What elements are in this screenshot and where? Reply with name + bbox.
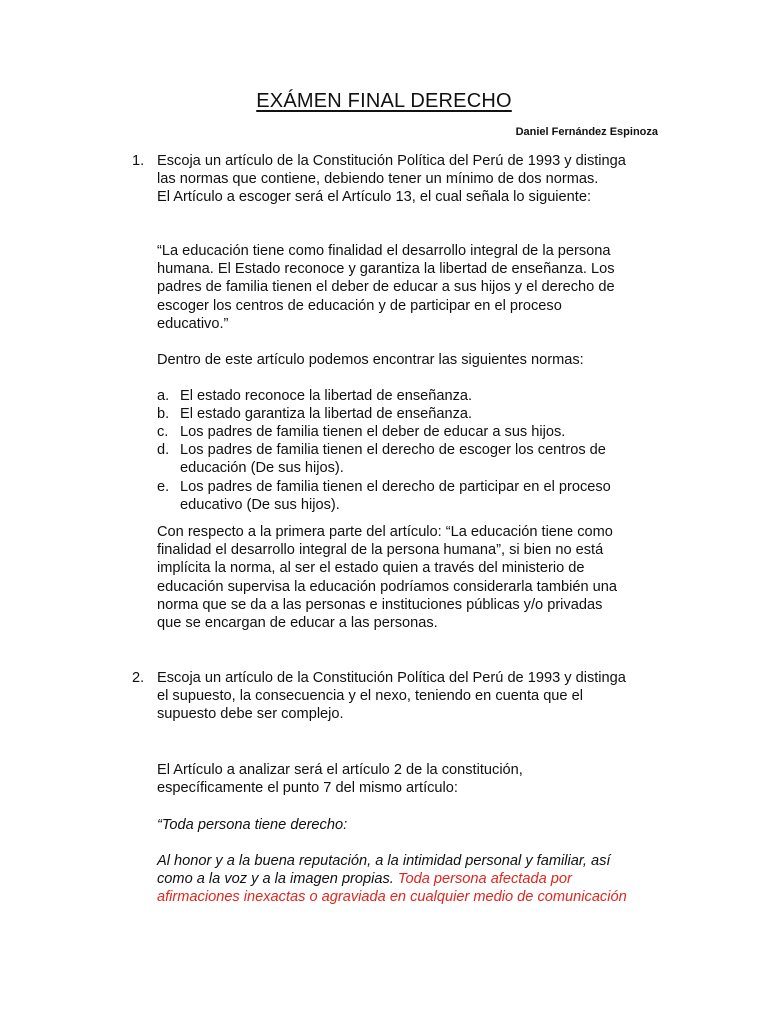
list-item-text: El estado garantiza la libertad de enseñanza. bbox=[180, 406, 473, 422]
question-2-line: el supuesto, la consecuencia y el nexo, teniendo en cuenta que el bbox=[157, 688, 583, 705]
quote-line: Al honor y a la buena reputación, a la intimidad personal y familiar, así bbox=[157, 853, 611, 869]
closing-line: Con respecto a la primera parte del artículo: “La educación tiene como bbox=[157, 524, 613, 540]
quote-line: humana. El Estado reconoce y garantiza la libertad de enseñanza. Los bbox=[157, 261, 615, 278]
quote-line bbox=[157, 870, 677, 888]
list-item-text: educación (De sus hijos). bbox=[180, 460, 344, 477]
quote-line: padres de familia tienen el deber de educar a sus hijos y el derecho de bbox=[157, 279, 615, 296]
question-1-line: El Artículo a escoger será el Artículo 13, el cual señala lo siguiente: bbox=[157, 189, 592, 206]
question-2-text bbox=[157, 669, 677, 724]
list-item-text: Los padres de familia tienen el deber de educar a sus hijos. bbox=[180, 424, 566, 440]
quote-line: escoger los centros de educación y de participar en el proceso bbox=[157, 297, 562, 314]
closing-line: educación supervisa la educación podríamos considerarla también una bbox=[157, 578, 617, 595]
list-item bbox=[180, 405, 680, 423]
closing-line: norma que se da a las personas e instituciones públicas y/o privadas bbox=[157, 596, 603, 613]
list-item-text: Los padres de familia tienen el derecho de participar en el proceso bbox=[180, 479, 611, 495]
article-2-quote-intro: “Toda persona tiene derecho: bbox=[157, 817, 348, 833]
norms-intro: Dentro de este artículo podemos encontrar las siguientes normas: bbox=[157, 352, 584, 368]
question-1-line: las normas que contiene, debiendo tener un mínimo de dos normas. bbox=[157, 171, 599, 188]
list-item bbox=[180, 423, 680, 441]
question-1-number: 1. bbox=[132, 153, 145, 169]
quote-line: “La educación tiene como finalidad el desarrollo integral de la persona bbox=[157, 243, 611, 259]
closing-line: finalidad el desarrollo integral de la persona humana”, si bien no está bbox=[157, 542, 604, 559]
document-title: EXÁMEN FINAL DERECHO bbox=[256, 90, 512, 112]
list-marker: e. bbox=[157, 479, 170, 495]
question-2-line: supuesto debe ser complejo. bbox=[157, 706, 344, 723]
article-2-analysis bbox=[157, 761, 677, 797]
question-1-text bbox=[157, 152, 677, 207]
list-item-text: educativo (De sus hijos). bbox=[180, 497, 340, 514]
question-2-line: Escoja un artículo de la Constitución Política del Perú de 1993 y distinga bbox=[157, 670, 626, 686]
closing-line: implícita la norma, al ser el estado quien a través del ministerio de bbox=[157, 560, 585, 577]
question-2-number: 2. bbox=[132, 670, 145, 686]
article-2-quote bbox=[157, 852, 677, 907]
list-item bbox=[180, 387, 680, 405]
list-item-text: El estado reconoce la libertad de enseñanza. bbox=[180, 388, 473, 404]
quote-line: educativo.” bbox=[157, 315, 229, 332]
closing-line: que se encargan de educar a las personas. bbox=[157, 615, 438, 632]
list-marker: c. bbox=[157, 424, 169, 440]
question-1-line: Escoja un artículo de la Constitución Política del Perú de 1993 y distinga bbox=[157, 153, 626, 169]
quote-text: como a la voz y a la imagen propias. bbox=[157, 871, 398, 888]
list-item-text: Los padres de familia tienen el derecho de escoger los centros de bbox=[180, 442, 606, 458]
analysis-line: El Artículo a analizar será el artículo 2 de la constitución, bbox=[157, 762, 523, 778]
question-1-closing bbox=[157, 523, 677, 632]
article-13-quote bbox=[157, 242, 677, 333]
highlighted-quote-text: Toda persona afectada por bbox=[397, 871, 572, 888]
highlighted-quote-text: afirmaciones inexactas o agraviada en cualquier medio de comunicación bbox=[157, 889, 627, 906]
analysis-line: específicamente el punto 7 del mismo artículo: bbox=[157, 780, 458, 797]
list-item bbox=[180, 441, 680, 477]
list-marker: d. bbox=[157, 442, 170, 458]
list-item bbox=[180, 478, 680, 514]
list-marker: a. bbox=[157, 388, 170, 404]
list-marker: b. bbox=[157, 406, 170, 422]
author-name: Daniel Fernández Espinoza bbox=[515, 126, 658, 138]
